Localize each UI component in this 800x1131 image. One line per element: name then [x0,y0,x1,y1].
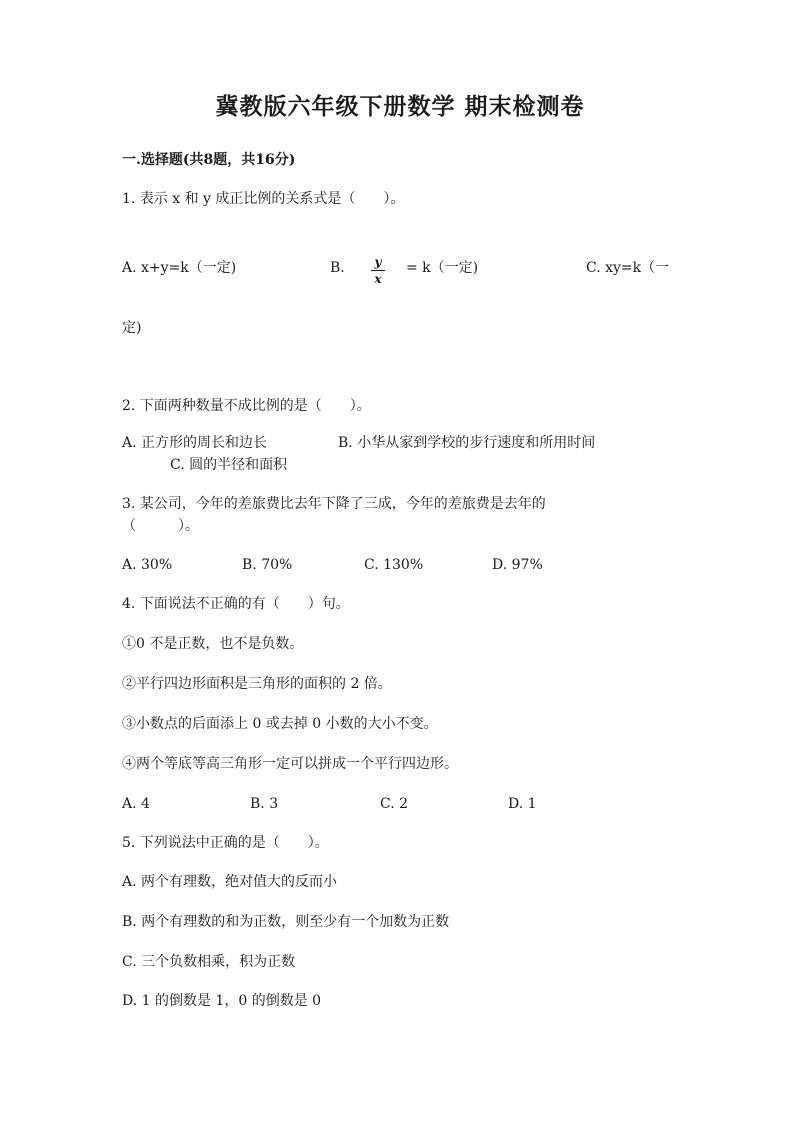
question-1-option-a: A. x+y=k（一定) [122,260,237,276]
question-4-stem: 4. 下面说法不正确的有（ ）句。 [122,596,350,612]
question-4-option-d: D. 1 [508,796,537,812]
question-5-option-d: D. 1 的倒数是 1，0 的倒数是 0 [122,993,322,1009]
question-3-stem-continued: （ ）。 [122,518,199,534]
page-title: 冀教版六年级下册数学 期末检测卷 [215,93,585,120]
question-4-option-b: B. 3 [250,796,279,812]
question-5-option-a: A. 两个有理数，绝对值大的反而小 [122,874,338,890]
question-2-option-b: B. 小华从家到学校的步行速度和所用时间 [338,435,596,451]
question-1-option-b-rest: = k（一定) [406,260,479,276]
question-2-stem: 2. 下面两种数量不成比例的是（ ）。 [122,398,371,414]
question-4-statement-4: ④两个等底等高三角形一定可以拼成一个平行四边形。 [122,756,458,772]
question-5-option-b: B. 两个有理数的和为正数，则至少有一个加数为正数 [122,914,450,930]
fraction-numerator: y [374,255,382,269]
fraction-y-over-x [369,255,387,286]
question-2-option-a: A. 正方形的周长和边长 [122,435,268,451]
fraction-bar [371,270,385,271]
question-4-statement-1: ①0 不是正数，也不是负数。 [122,636,304,652]
fraction-denominator: x [374,272,382,286]
question-1-stem: 1. 表示 x 和 y 成正比例的关系式是（ ）。 [122,191,405,207]
question-3-option-d: D. 97% [492,557,543,573]
question-4-option-c: C. 2 [380,796,409,812]
section-heading: 一.选择题(共8题，共16分) [122,152,296,168]
question-1-option-c: C. xy=k（一 [586,260,670,276]
question-3-option-b: B. 70% [242,557,293,573]
question-4-option-a: A. 4 [122,796,150,812]
question-5-option-c: C. 三个负数相乘，积为正数 [122,954,296,970]
question-3-stem: 3. 某公司，今年的差旅费比去年下降了三成，今年的差旅费是去年的 [122,496,546,512]
question-2-option-c: C. 圆的半径和面积 [170,457,288,473]
question-1-option-b-label: B. [330,260,345,276]
question-3-option-a: A. 30% [122,557,173,573]
question-4-statement-2: ②平行四边形面积是三角形的面积的 2 倍。 [122,676,392,692]
question-3-option-c: C. 130% [364,557,424,573]
question-1-option-c-continued: 定) [122,320,142,336]
question-4-statement-3: ③小数点的后面添上 0 或去掉 0 小数的大小不变。 [122,716,438,732]
question-5-stem: 5. 下列说法中正确的是（ ）。 [122,835,329,851]
